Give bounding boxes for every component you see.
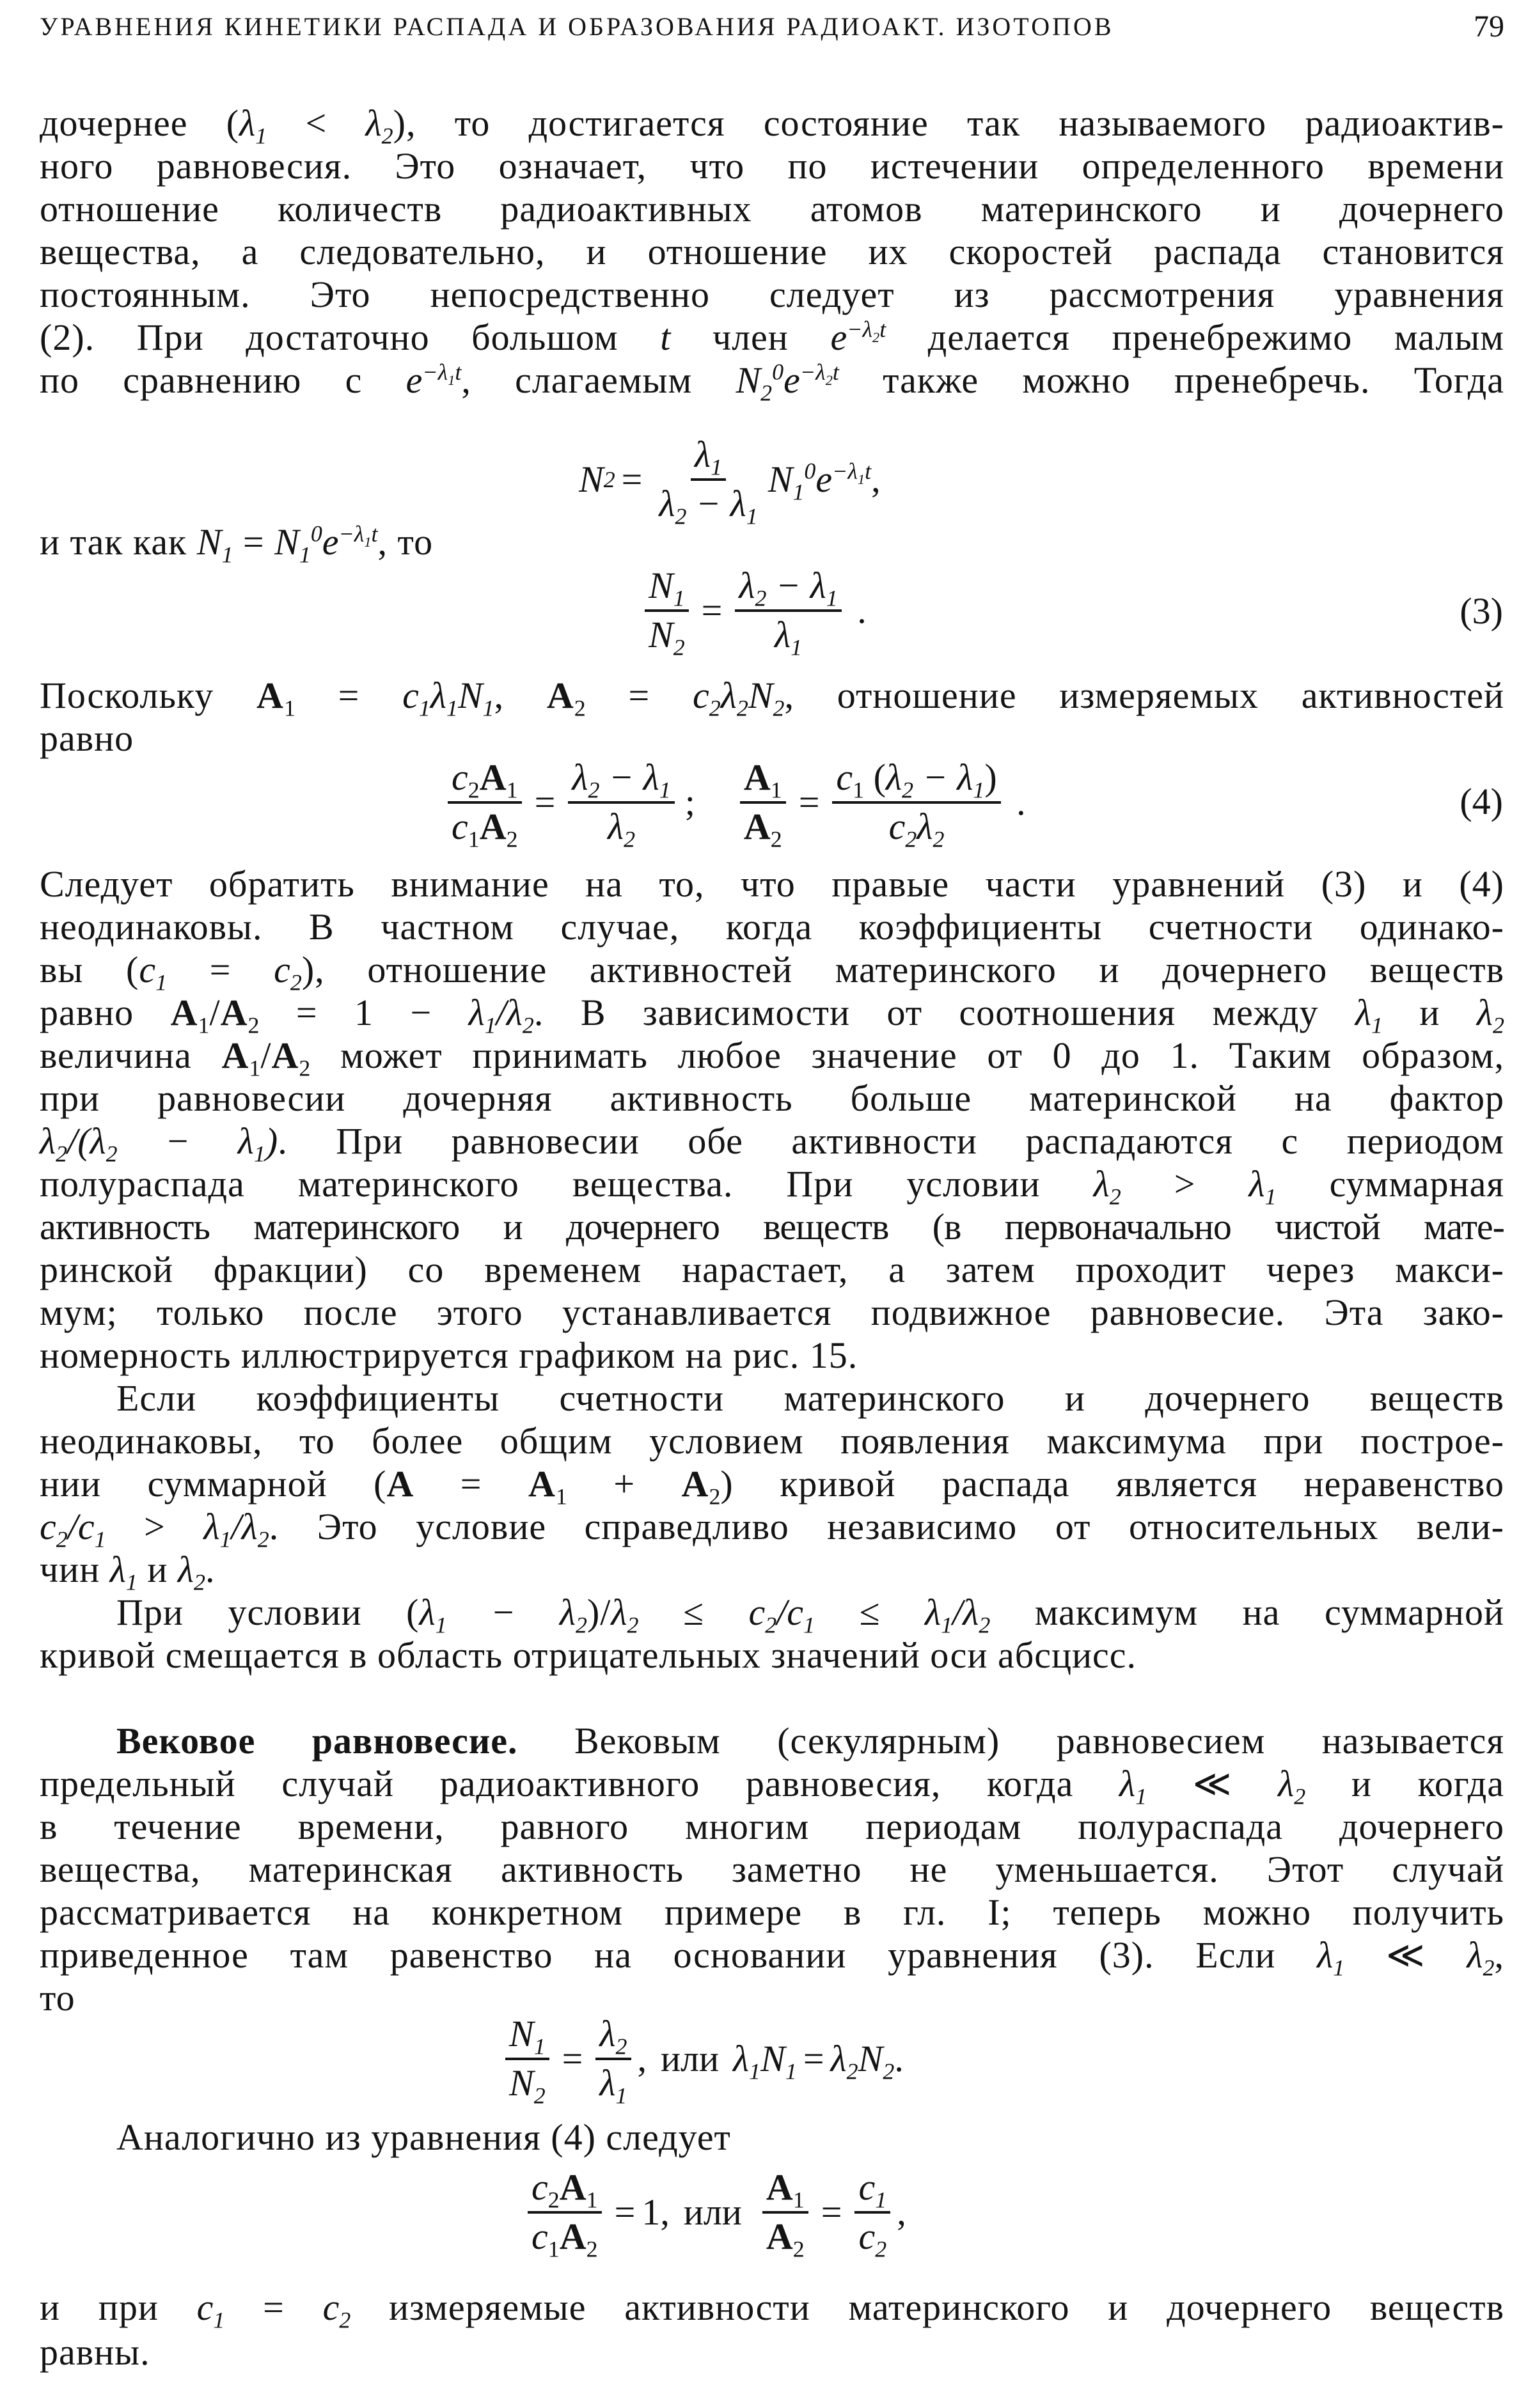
running-header [40, 4, 1504, 49]
text-line: предельный случай радиоактивного равновесия, когда $\lambda_1$ ≪ $\lambda_2$ и когда [40, 1763, 1505, 1810]
text-line: в течение времени, равного многим периодам полураспада дочернего [40, 1806, 1504, 1847]
text-line: кривой смещается в область отрицательных значений оси абсцисс. [40, 1634, 1137, 1676]
text-line: отношение количеств радиоактивных атомов материнского и дочернего [40, 188, 1504, 230]
text-line: по сравнению с $e^{-\lambda_1t}$, слагаемым $N_2^0e^{-\lambda_2t}$ также можно пренебречь. Тогда [40, 359, 1504, 406]
text-line: Если коэффициенты счетности материнского и дочернего веществ [116, 1377, 1504, 1419]
text-line: приведенное там равенство на основании уравнения (3). Если $\lambda_1$ ≪ $\lambda_2$, [40, 1934, 1504, 1981]
text-line: вещества, материнская активность заметно не уменьшается. Этот случай [40, 1849, 1504, 1890]
text-line: чин $\lambda_1$ и $\lambda_2$. [40, 1549, 216, 1595]
text-line: Аналогично из уравнения (4) следует [116, 2116, 731, 2158]
text-line: рассматривается на конкретном примере в гл. I; теперь можно получить [40, 1891, 1504, 1933]
text-line: величина $A_1/A_2$ может принимать любое значение от 0 до 1. Таким образом, [40, 1035, 1504, 1081]
text-line: при равновесии дочерняя активность больше материнской на фактор [40, 1077, 1504, 1119]
text-line: равно $A_1/A_2 = 1 - \lambda_1/\lambda_2$. В зависимости от соотношения между $\lambda_1$ и $\lambda_2$ [40, 992, 1504, 1038]
text-line: При условии $(\lambda_1 - \lambda_2)/\lambda_2 \le c_2/c_1 \le \lambda_1/\lambda_2$ максимум на суммарной [116, 1591, 1504, 1638]
text-line: нии суммарной $(A = A_1 + A_2)$ кривой распада является неравенство [40, 1463, 1504, 1510]
formula-secular-a: $\frac{c_2A_1}{c_1A_2}$ = 1 , или $\frac{A_1}{A_2}$ = $\frac{c_1}{c_2}$ , [521, 2168, 906, 2257]
formula-eq4: $\frac{c_2A_1}{c_1A_2}$ = $\frac{\lambda_2 - \lambda_1}{\lambda_2}$ ; $\frac{A_1}{A_2}$ = $\frac{c_1 (\lambda_2 - \lambda_1)}{c_2\lambda_2}$ . [441, 758, 1026, 847]
text-line: и так как $N_1 = N_1^0e^{-\lambda_1t}$, то [40, 520, 434, 568]
header-title: УРАВНЕНИЯ КИНЕТИКИ РАСПАДА И ОБРАЗОВАНИЯ РАДИОАКТ. ИЗОТОПОВ [40, 12, 1114, 41]
text-line: ного равновесия. Это означает, что по истечении определенного времени [40, 145, 1504, 187]
equation-number-4: (4) [1460, 781, 1503, 822]
text-line-continuation: Вековым (секулярным) равновесием называется [574, 1720, 1504, 1762]
text-line: постоянным. Это непосредственно следует из рассмотрения уравнения [40, 274, 1504, 315]
text-line: дочернее $(\lambda_1 < \lambda_2)$, то достигается состояние так называемого радиоактив- [40, 102, 1504, 149]
text-line [116, 1720, 1504, 1762]
text-line: номерность иллюстрируется графиком на рис. 15. [40, 1334, 858, 1376]
text-line: мум; только после этого устанавливается подвижное равновесие. Эта зако- [40, 1292, 1504, 1333]
equation-number-3: (3) [1460, 590, 1503, 632]
text-line: $\lambda_2/(\lambda_2 - \lambda_1)$. При равновесии обе активности распадаются с периодом [40, 1120, 1504, 1167]
text-line: то [40, 1977, 75, 2019]
text-line: вы $(c_1 = c_2)$, отношение активностей материнского и дочернего веществ [40, 949, 1505, 996]
formula-secular-n: $\frac{N_1}{N_2}$ = $\frac{\lambda_2}{\lambda_1}$ , или $\lambda_1N_1$ = $\lambda_2N_2$ . [499, 2014, 904, 2104]
formula-eq3: $\frac{N_1}{N_2}$ = $\frac{\lambda_2 - \lambda_1}{\lambda_1}$ . [638, 566, 867, 655]
text-line: равно [40, 717, 134, 759]
section-heading: Вековое равновесие. [116, 1720, 518, 1762]
text-line: равны. [40, 2331, 150, 2373]
text-line: и при $c_1 = c_2$ измеряемые активности материнского и дочернего веществ [40, 2287, 1504, 2333]
text-line: активность материнского и дочернего веществ (в первоначально чистой мате- [40, 1206, 1504, 1247]
text-line: $c_2/c_1 > \lambda_1/\lambda_2$. Это условие справедливо независимо от относительных вели- [40, 1506, 1504, 1552]
text-line: неодинаковы, то более общим условием появления максимума при построе- [40, 1420, 1504, 1462]
text-line: (2). При достаточно большом t член $e^{-\lambda_2t}$ делается пренебрежимо малым [40, 316, 1504, 358]
page-number: 79 [1474, 9, 1504, 43]
text-line: полураспада материнского вещества. При условии $\lambda_2 > \lambda_1$ суммарная [40, 1163, 1504, 1210]
text-line: ринской фракции) со временем нарастает, а затем проходит через макси- [40, 1249, 1504, 1290]
text-line: Поскольку $A_1 = c_1\lambda_1N_1$, $A_2 = c_2\lambda_2N_2$, отношение измеряемых активностей [40, 675, 1505, 721]
formula-n2: N 2 = $\frac{\lambda_1}{\lambda_2 - \lambda_1}$ $N_1^0e^{-\lambda_1t}$ , [579, 434, 881, 529]
text-line: Следует обратить внимание на то, что правые части уравнений (3) и (4) [40, 863, 1504, 905]
text-line: неодинаковы. В частном случае, когда коэффициенты счетности одинако- [40, 906, 1504, 948]
text-line: вещества, а следовательно, и отношение их скоростей распада становится [40, 231, 1504, 272]
